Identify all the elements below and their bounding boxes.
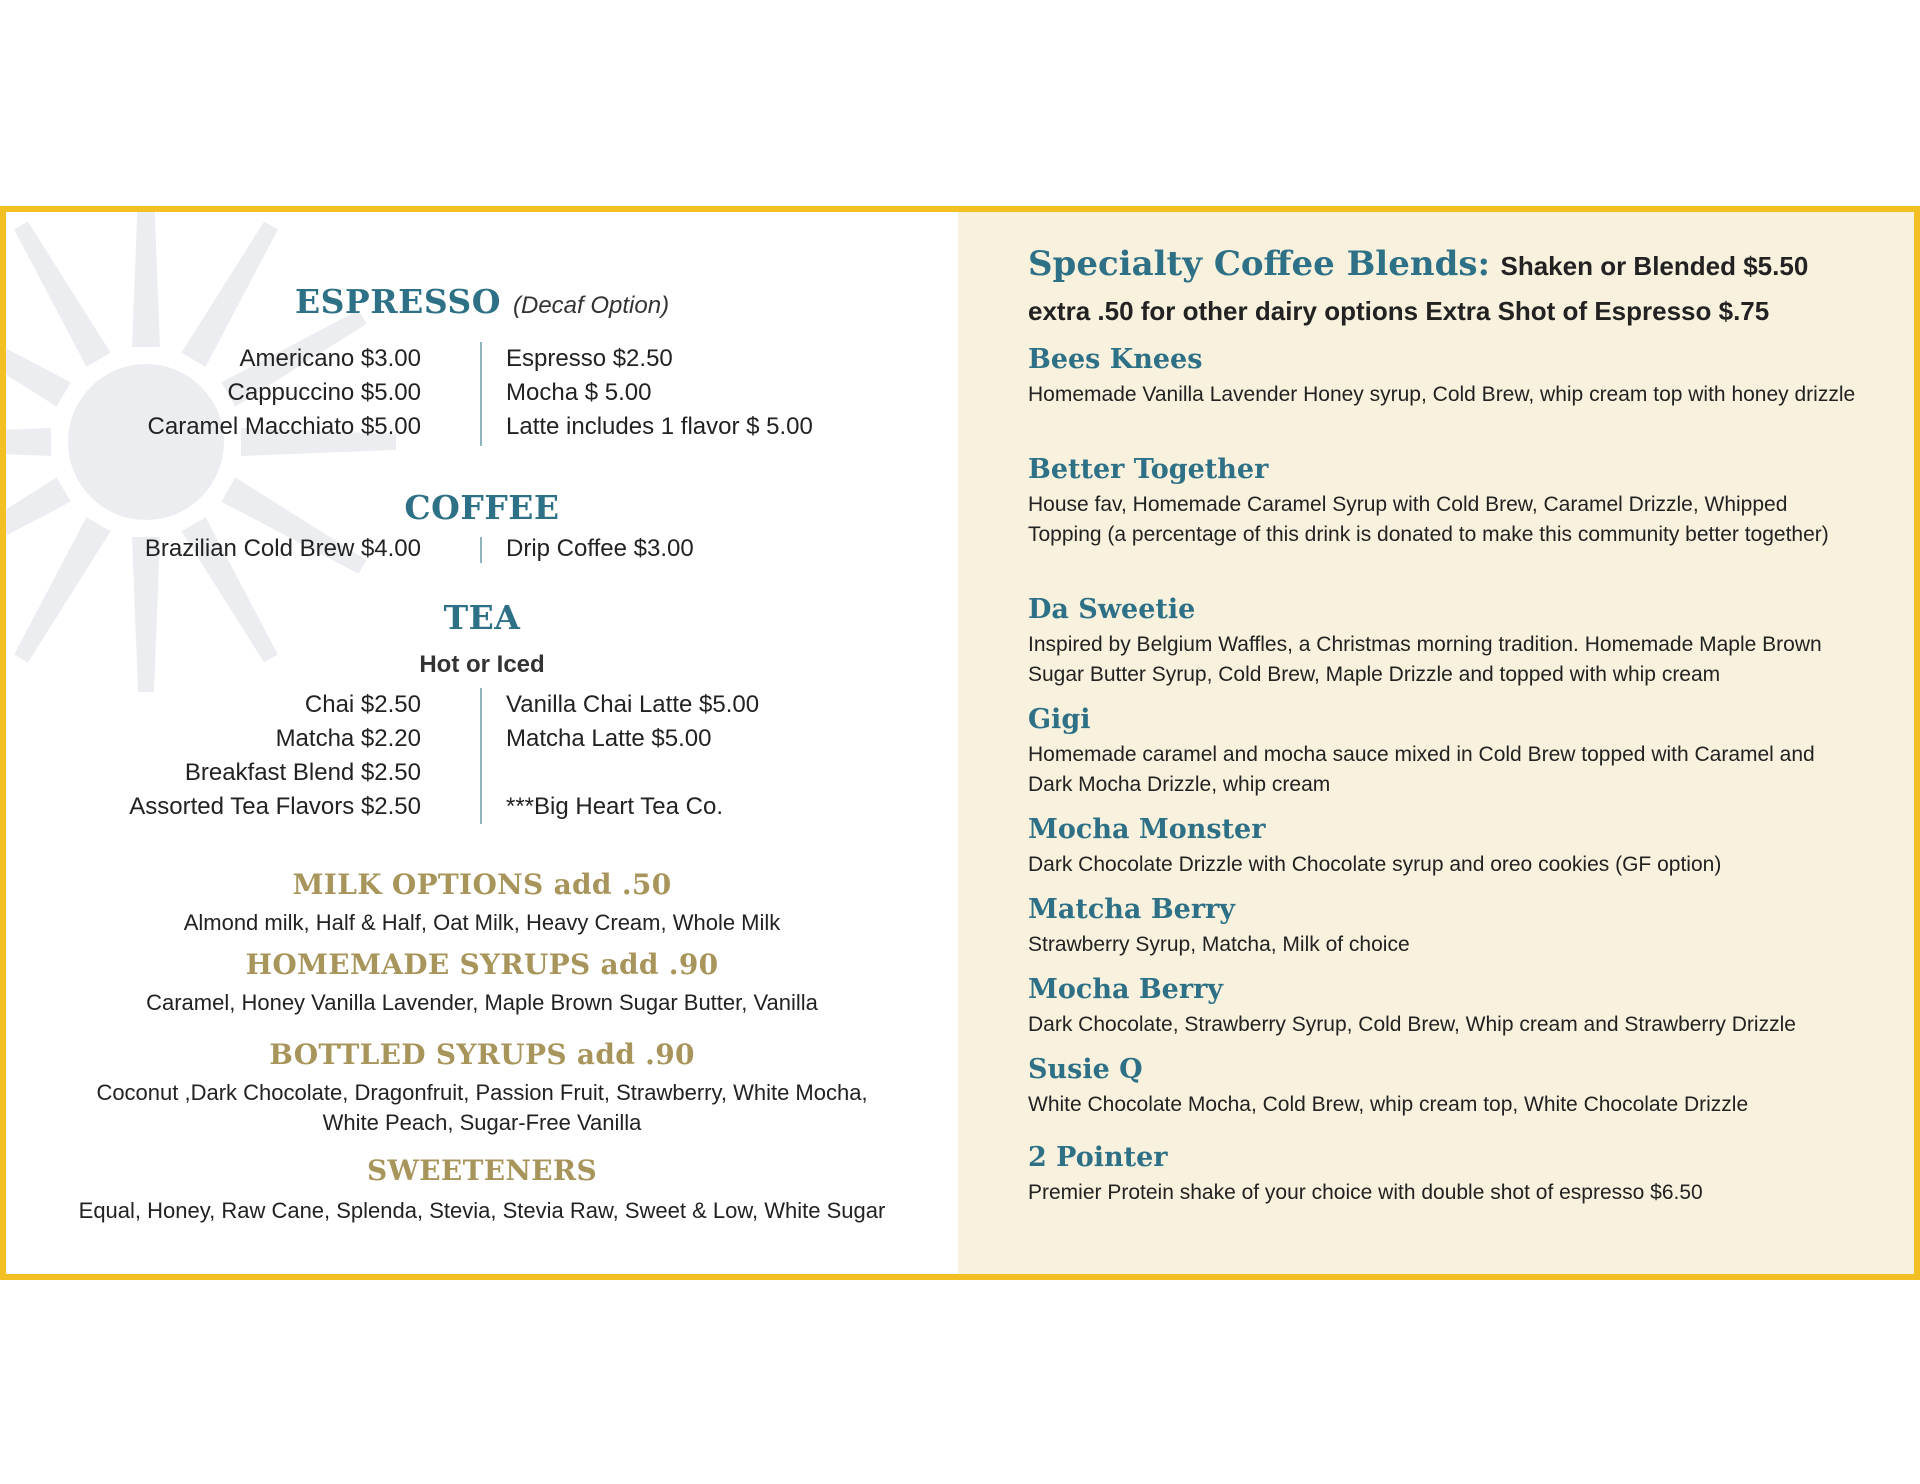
bottled-syrups-line-2: White Peach, Sugar-Free Vanilla: [322, 1110, 642, 1135]
specialty-price: Shaken or Blended $5.50: [1500, 251, 1809, 281]
sweeteners-list: Equal, Honey, Raw Cane, Splenda, Stevia, Stevia Raw, Sweet & Low, White Sugar: [78, 1198, 886, 1223]
specialty-extra-note: extra .50 for other dairy options Extra Shot of Espresso $.75: [1028, 296, 1770, 326]
specialty-heading: [1028, 244, 1808, 284]
drink-name: Da Sweetie: [1028, 594, 1196, 625]
drink-item: [1028, 972, 1858, 1040]
homemade-syrups-list: Caramel, Honey Vanilla Lavender, Maple Brown Sugar Butter, Vanilla: [146, 990, 818, 1015]
drink-item: [1028, 592, 1858, 690]
tea-right-column: [506, 688, 759, 824]
drink-description: Dark Chocolate Drizzle with Chocolate syrup and oreo cookies (GF option): [1028, 853, 1722, 876]
drink-item: [1028, 702, 1858, 800]
drink-name: 2 Pointer: [1028, 1142, 1168, 1173]
drink-description: Strawberry Syrup, Matcha, Milk of choice: [1028, 933, 1410, 956]
drink-name: Mocha Monster: [1028, 814, 1266, 845]
drink-description: Dark Chocolate, Strawberry Syrup, Cold Brew, Whip cream and Strawberry Drizzle: [1028, 1013, 1796, 1036]
coffee-item: Brazilian Cold Brew $4.00: [144, 535, 421, 562]
drink-description: Inspired by Belgium Waffles, a Christmas morning tradition. Homemade Maple Brown Sugar Butter Syrup, Cold Brew, Maple Drizzle and topped with whip cream: [1028, 633, 1822, 686]
espresso-item: Cappuccino $5.00: [227, 379, 421, 406]
coffee-left-column: [145, 532, 421, 566]
drink-description: White Chocolate Mocha, Cold Brew, whip cream top, White Chocolate Drizzle: [1028, 1093, 1749, 1116]
menu-card: [0, 206, 1920, 1280]
espresso-item: Americano $3.00: [239, 345, 421, 372]
tea-heading: TEA: [443, 598, 521, 637]
tea-item: Matcha $2.20: [275, 725, 421, 752]
column-divider: [480, 537, 482, 563]
coffee-heading: COFFEE: [404, 488, 560, 527]
drink-item: [1028, 1140, 1858, 1208]
espresso-heading: [6, 282, 958, 321]
espresso-item: Mocha $ 5.00: [506, 379, 652, 406]
homemade-syrups-heading: HOMEMADE SYRUPS add .90: [245, 948, 719, 981]
milk-options-heading: MILK OPTIONS add .50: [292, 868, 672, 901]
drink-description: House fav, Homemade Caramel Syrup with Cold Brew, Caramel Drizzle, Whipped Topping (a percentage of this drink is donated to make this community better together): [1028, 493, 1829, 546]
espresso-title: ESPRESSO: [294, 282, 501, 321]
bottled-syrups-line-1: Coconut ,Dark Chocolate, Dragonfruit, Passion Fruit, Strawberry, White Mocha,: [96, 1080, 868, 1105]
tea-item: Chai $2.50: [304, 691, 421, 718]
espresso-left-column: [148, 342, 421, 444]
specialty-title: Specialty Coffee Blends:: [1028, 244, 1491, 284]
drink-description: Premier Protein shake of your choice with double shot of espresso $6.50: [1028, 1181, 1703, 1204]
coffee-right-column: [506, 532, 694, 566]
drink-item: [1028, 452, 1858, 550]
drink-description: Homemade caramel and mocha sauce mixed in Cold Brew topped with Caramel and Dark Mocha Drizzle, whip cream: [1028, 743, 1815, 796]
drink-item: [1028, 812, 1858, 880]
bottled-syrups-heading: BOTTLED SYRUPS add .90: [269, 1038, 695, 1071]
milk-options-list: Almond milk, Half & Half, Oat Milk, Heavy Cream, Whole Milk: [183, 910, 781, 935]
drink-item: [1028, 342, 1858, 410]
drink-name: Susie Q: [1028, 1054, 1143, 1085]
coffee-item: Drip Coffee $3.00: [506, 535, 694, 562]
column-divider: [480, 688, 482, 824]
drink-name: Gigi: [1028, 704, 1091, 735]
drink-name: Better Together: [1028, 454, 1269, 485]
sweeteners-heading: SWEETENERS: [367, 1154, 597, 1187]
tea-item: Assorted Tea Flavors $2.50: [129, 793, 421, 820]
drink-name: Bees Knees: [1028, 344, 1203, 375]
drink-item: [1028, 892, 1858, 960]
drink-description: Homemade Vanilla Lavender Honey syrup, Cold Brew, whip cream top with honey drizzle: [1028, 383, 1856, 406]
tea-item: Breakfast Blend $2.50: [184, 759, 421, 786]
espresso-decaf-note: (Decaf Option): [513, 292, 670, 319]
tea-subtitle: Hot or Iced: [419, 651, 545, 678]
tea-item: Vanilla Chai Latte $5.00: [506, 691, 760, 718]
column-divider: [480, 342, 482, 446]
drink-item: [1028, 1052, 1858, 1120]
drink-name: Mocha Berry: [1028, 974, 1223, 1005]
espresso-item: Espresso $2.50: [506, 345, 673, 372]
drink-name: Matcha Berry: [1028, 894, 1235, 925]
tea-item: ***Big Heart Tea Co.: [506, 793, 724, 820]
espresso-item: Caramel Macchiato $5.00: [147, 413, 421, 440]
espresso-right-column: [506, 342, 813, 444]
tea-item: [506, 756, 759, 790]
espresso-item: Latte includes 1 flavor $ 5.00: [506, 413, 813, 440]
tea-left-column: [129, 688, 421, 824]
tea-item: Matcha Latte $5.00: [506, 725, 712, 752]
